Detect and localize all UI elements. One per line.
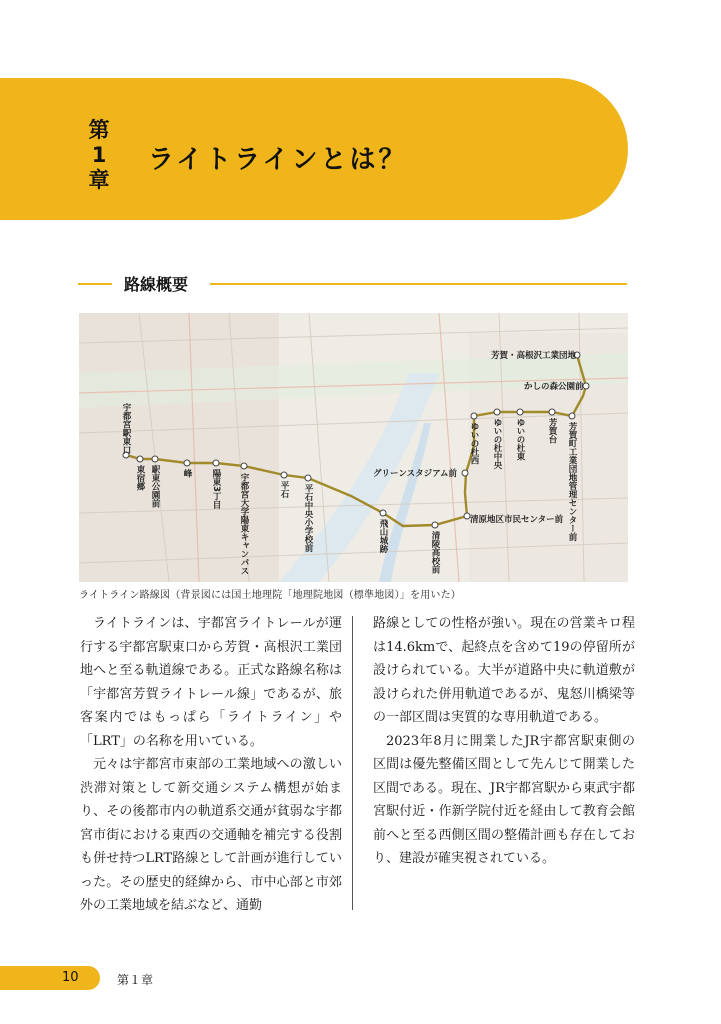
station-label: 陽東3丁目 [211,469,221,509]
section-heading [78,272,627,296]
station-label: ゆいの杜西 [469,422,479,465]
station-label: 飛山城跡 [378,519,388,553]
station-dot [152,456,158,462]
station-dot [213,460,219,466]
page-number: 10 [62,970,79,985]
station-dot [494,409,500,415]
station-dot [462,470,468,476]
station-label: 平石中央小学校前 [303,484,313,552]
station-dot [517,409,523,415]
station-label: 駅東公園前 [150,465,160,508]
chapter-title: ライトラインとは？ [148,145,408,175]
route-map [79,313,628,582]
station-label: 芳賀町工業団地管理センター前 [567,422,577,541]
station-dot [184,460,190,466]
station-label: かしの森公園前 [524,382,584,392]
station-dot [432,522,438,528]
station-label: 清陵高校前 [430,531,440,574]
station-label: 東宿郷 [135,465,145,491]
station-label: 芳賀台 [547,418,557,444]
station-dot [471,413,477,419]
station-label: 清原地区市民センター前 [470,515,564,525]
station-label: 峰 [182,469,192,478]
paragraph: ライトラインは、宇都宮ライトレールが運行する宇都宮駅東口から芳賀・高根沢工業団地へと至る軌道線である。正式な路線名称は「宇都宮芳賀ライトレール線」であるが、旅客案内ではもっぱら「ライトライン」や「LRT」の名称を用いている。 [80,616,342,749]
station-label: 宇都宮駅東口 [121,403,131,454]
paragraph: 2023年8月に開業したJR宇都宮駅東側の区間は優先整備区間として先んじて開業した区間である。現在、JR宇都宮駅から東武宇都宮駅付近・作新学院付近を経由して教育会館前へと至る西側区間の整備計画も存在しており、建設が確実視されている。 [373,733,635,866]
body-column-left [80,612,342,918]
paragraph: 元々は宇都宮市東部の工業地域への激しい渋滞対策として新交通システム構想が始まり、その後都市内の軌道系交通が貧弱な宇都宮市街における東西の交通軸を補完する役割も併せ持つLRT路線として計画が進行していった。その歴史的経緯から、市中心部と市郊外の工業地域を結ぶなど、通勤 [80,757,342,913]
station-dot [583,383,589,389]
station-dot [305,475,311,481]
footer-chapter: 第１章 [117,973,154,987]
station-dot [549,409,555,415]
heading-rule-left [78,283,112,285]
paragraph: 路線としての性格が強い。現在の営業キロ程は14.6kmで、起終点を含めて19の停留所が設けられている。大半が道路中央に軌道敷が設けられた併用軌道であるが、鬼怒川橋梁等の一部区間は実質的な専用軌道である。 [373,616,635,725]
footer-tab [0,966,100,990]
station-label: 宇都宮大学陽東キャンパス [239,473,249,575]
chapter-number [86,118,112,193]
station-label: ゆいの杜中央 [492,418,502,469]
chapter-label-char: 第 [88,118,110,142]
station-dot [380,510,386,516]
heading-rule-right [210,283,627,285]
station-dot [569,413,575,419]
station-dot [241,463,247,469]
body-column-right [373,612,635,871]
station-dot [137,456,143,462]
section-title: 路線概要 [124,275,189,294]
station-label: 平石 [279,481,289,498]
station-label: 芳賀・高根沢工業団地 [491,351,577,361]
column-divider [352,616,353,910]
chapter-label-char: 1 [91,143,107,167]
station-label: ゆいの杜東 [515,418,525,461]
chapter-label-char: 章 [88,168,110,192]
station-label: グリーンスタジアム前 [373,469,457,479]
station-dot [281,472,287,478]
map-caption: ライトライン路線図（背景図には国土地理院「地理院地図（標準地図）」を用いた） [79,590,461,601]
